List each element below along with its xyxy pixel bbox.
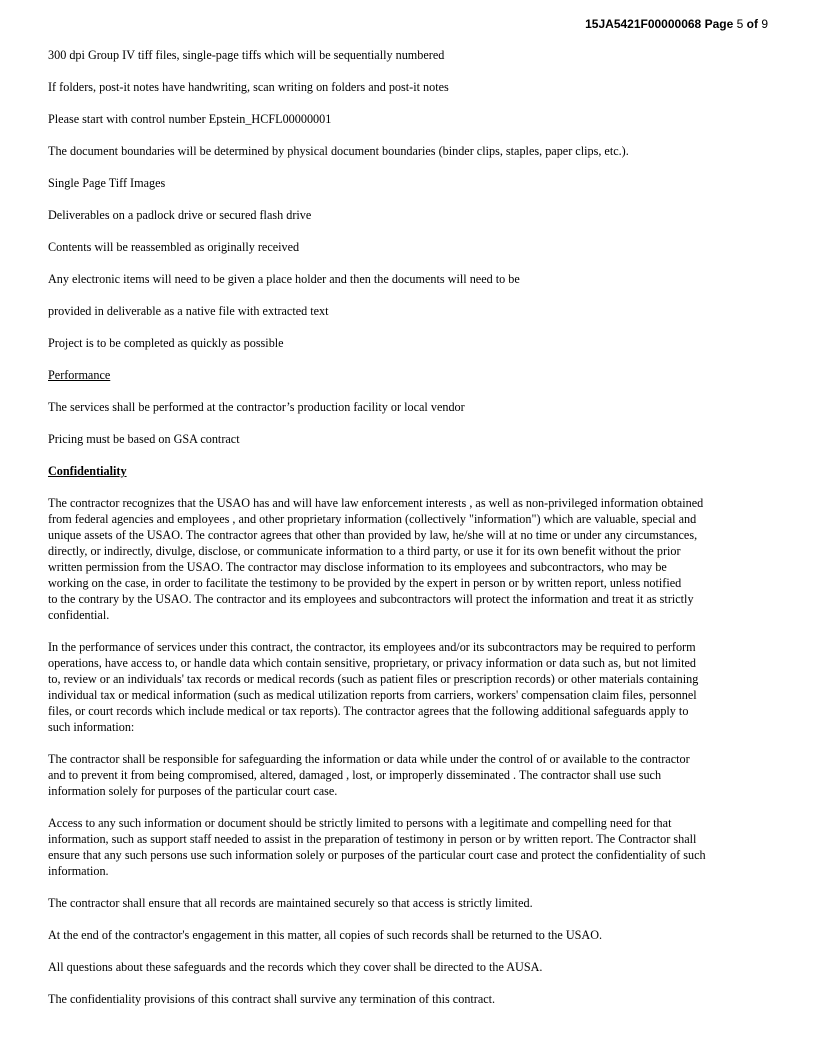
- performance-line: Pricing must be based on GSA contract: [48, 432, 240, 446]
- page-number: 5: [736, 17, 744, 31]
- performance-heading: Performance: [48, 368, 111, 382]
- confidentiality-paragraph: The contractor shall ensure that all records are maintained securely so that access is strictly limited.: [48, 896, 533, 910]
- requirement-line: Any electronic items will need to be given a place holder and then the documents will need to be: [48, 272, 520, 286]
- confidentiality-heading: Confidentiality: [48, 464, 127, 478]
- confidentiality-heading-row: [48, 463, 770, 495]
- confidentiality-paragraph: In the performance of services under this contract, the contractor, its employees and/or its subcontractors may be required to perform operations, have access to, or handle data which contain sensitive, proprietary, or privacy information or data such as, but not limited to, review or an individuals' tax records or medical records (such as patient files or prescription records) or other materials containing individual tax or medical information (such as medical utilization reports from carriers, workers' compensation claim files, personnel files, or court records which include medical or tax reports). The contractor agrees that the following additional safeguards apply to such information:: [48, 640, 699, 734]
- requirement-line: Please start with control number Epstein_HCFL00000001: [48, 112, 332, 126]
- total-pages: 9: [761, 17, 768, 31]
- requirement-line: 300 dpi Group IV tiff files, single-page tiffs which will be sequentially numbered: [48, 48, 445, 62]
- performance-line: The services shall be performed at the contractor’s production facility or local vendor: [48, 400, 465, 414]
- requirement-line: The document boundaries will be determined by physical document boundaries (binder clips, staples, paper clips, etc.).: [48, 144, 629, 158]
- requirement-line: provided in deliverable as a native file with extracted text: [48, 304, 329, 318]
- confidentiality-paragraph: Access to any such information or document should be strictly limited to persons with a legitimate and compelling need for that information, such as support staff needed to assist in the preparation of testimony in person or by written report. The Contractor shall ensure that any such persons use such information solely or purposes of the particular court case and protect the confidentiality of such information.: [48, 816, 706, 878]
- requirement-line: Project is to be completed as quickly as possible: [48, 336, 284, 350]
- requirement-line: Single Page Tiff Images: [48, 176, 166, 190]
- confidentiality-paragraph: The contractor recognizes that the USAO has and will have law enforcement interests , as well as non-privileged information obtained from federal agencies and employees , and other proprietary information (collectively "information") which are valuable, special and unique assets of the USAO. The contractor agrees that other than provided by law, he/she will at no time or under any circumstances, directly, or indirectly, divulge, disclose, or communicate information to a third party, or use it for its own benefit without the prior written permission from the USAO. The contractor may disclose information to its employees and subcontractors, who may be working on the case, in order to facilitate the testimony to be provided by the expert in person or by written report, unless notified to the contrary by the USAO. The contractor and its employees and subcontractors will protect the information and treat it as strictly confidential.: [48, 496, 704, 622]
- document-body: [48, 47, 770, 1023]
- confidentiality-paragraph: The confidentiality provisions of this contract shall survive any termination of this contract.: [48, 992, 496, 1006]
- requirement-line: If folders, post-it notes have handwriting, scan writing on folders and post-it notes: [48, 80, 449, 94]
- of-label: of: [746, 17, 758, 31]
- document-id: 15JA5421F00000068: [585, 17, 702, 31]
- confidentiality-paragraph: The contractor shall be responsible for safeguarding the information or data while under the control of or available to the contractor and to prevent it from being compromised, altered, damaged , lost, or improperly disseminated . The contractor shall use such information solely for purposes of the particular court case.: [48, 752, 690, 798]
- confidentiality-paragraph: At the end of the contractor's engagement in this matter, all copies of such records shall be returned to the USAO.: [48, 928, 603, 942]
- performance-heading-row: [48, 367, 770, 399]
- page-label: Page: [704, 17, 734, 31]
- requirement-line: Contents will be reassembled as originally received: [48, 240, 300, 254]
- page-header: [585, 17, 768, 31]
- confidentiality-paragraph: All questions about these safeguards and the records which they cover shall be directed to the AUSA.: [48, 960, 543, 974]
- requirement-line: Deliverables on a padlock drive or secured flash drive: [48, 208, 312, 222]
